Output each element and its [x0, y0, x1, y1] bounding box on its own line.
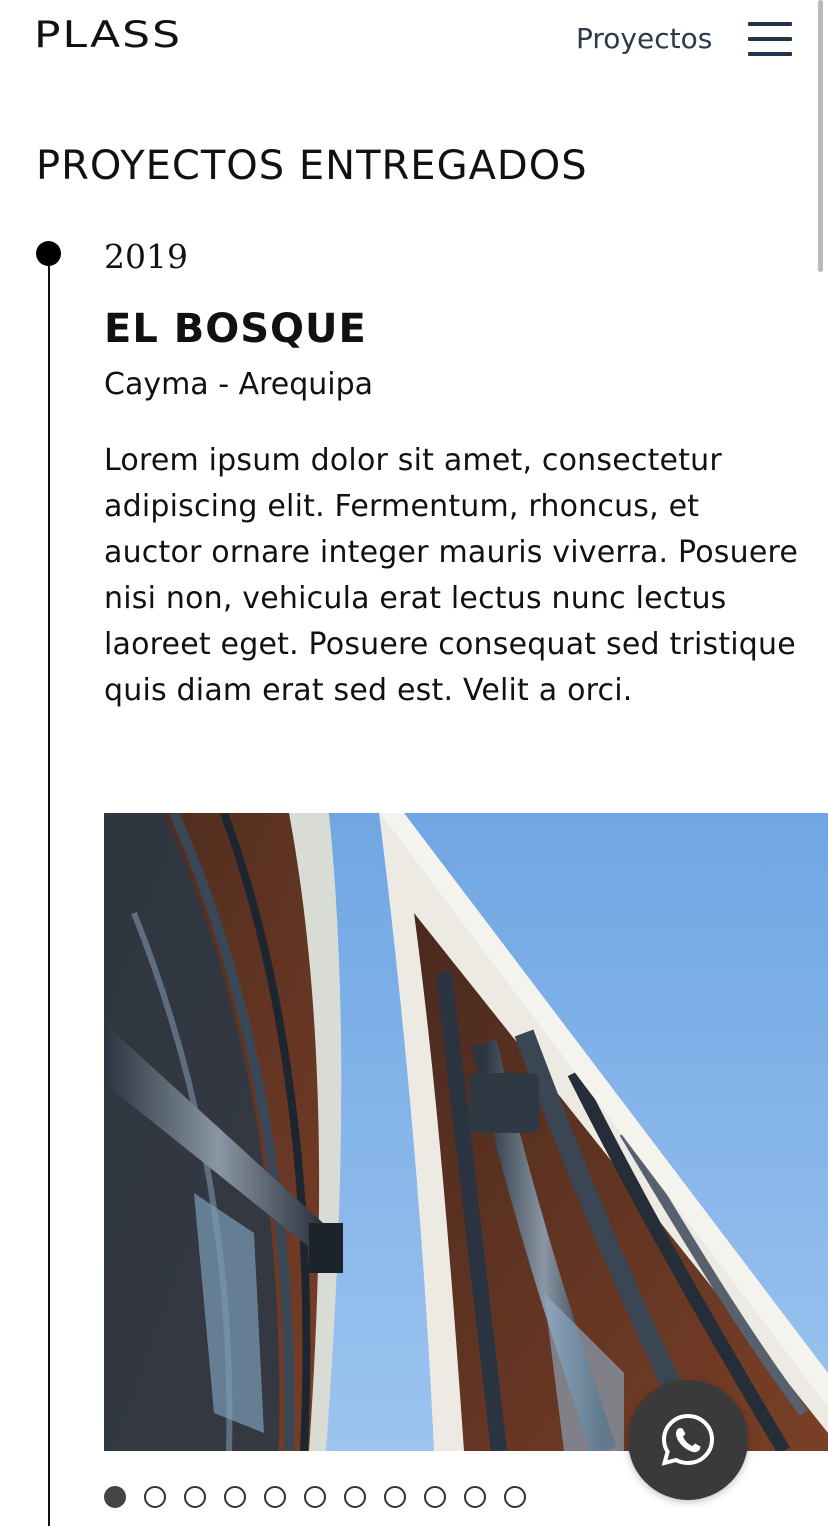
carousel-dot[interactable]: [304, 1486, 326, 1508]
whatsapp-button[interactable]: [628, 1380, 748, 1500]
project-description: Lorem ipsum dolor sit amet, consectetur adipiscing elit. Fermentum, rhoncus, et auctor ornare integer mauris viverra. Posuere nisi non, vehicula erat lectus nunc lectus laoreet eget. Posuere consequat sed tristique quis diam erat sed est. Velit a orci.: [104, 443, 799, 708]
nav-link-proyectos[interactable]: Proyectos: [576, 22, 713, 55]
hamburger-bar: [748, 22, 792, 26]
carousel-dot[interactable]: [464, 1486, 486, 1508]
carousel-dot[interactable]: [504, 1486, 526, 1508]
page-scrollbar[interactable]: [818, 0, 823, 272]
carousel-dot[interactable]: [104, 1486, 126, 1508]
carousel-dot[interactable]: [224, 1486, 246, 1508]
carousel-dot[interactable]: [264, 1486, 286, 1508]
project-photo[interactable]: [104, 813, 828, 1451]
section-title: PROYECTOS ENTREGADOS: [36, 143, 588, 189]
site-logo[interactable]: PLASS: [34, 14, 183, 56]
carousel-dot[interactable]: [184, 1486, 206, 1508]
project-name: EL BOSQUE: [104, 306, 367, 352]
timeline-line: [48, 252, 50, 1526]
carousel-dot[interactable]: [424, 1486, 446, 1508]
hamburger-icon[interactable]: [748, 22, 792, 58]
carousel-pagination: [104, 1486, 526, 1510]
project-location: Cayma - Arequipa: [104, 367, 374, 402]
hamburger-bar: [748, 37, 792, 41]
hamburger-bar: [748, 52, 792, 56]
timeline-dot: [36, 241, 61, 266]
carousel-dot[interactable]: [344, 1486, 366, 1508]
whatsapp-icon: [660, 1412, 716, 1468]
carousel-dot[interactable]: [144, 1486, 166, 1508]
carousel-dot[interactable]: [384, 1486, 406, 1508]
project-year: 2019: [104, 237, 188, 276]
